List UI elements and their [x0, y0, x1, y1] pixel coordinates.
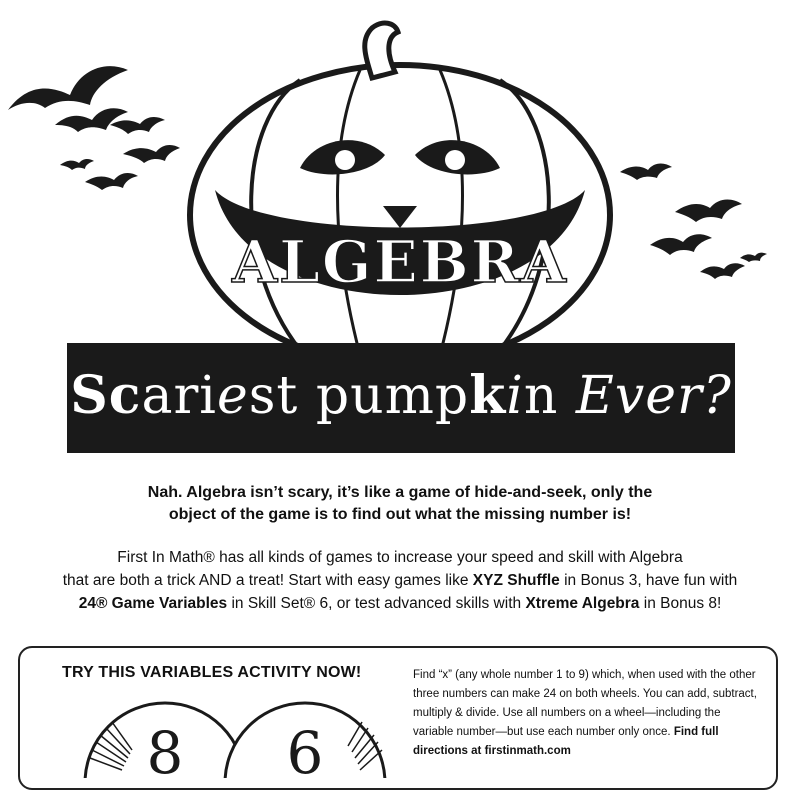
intro-line-1: Nah. Algebra isn’t scary, it’s like a game of hide-and-seek, only the: [147, 484, 653, 501]
activity-text: Find “x” (any whole number 1 to 9) which, when used with the other three numbers can make 24 on both wheels. You can add, subtract, multiply & divide. Use all numbers on a wheel—including the variable number—but use each number only once.: [413, 669, 757, 738]
body-line-3: [12, 592, 788, 615]
bat-icon: [740, 253, 767, 262]
pumpkin-stem: [365, 23, 398, 78]
pumpkin-mouth-text: ALGEBRA: [232, 228, 568, 296]
title-part: Ever?: [575, 366, 732, 426]
bat-icon: [60, 159, 94, 170]
title-part: i: [506, 366, 524, 426]
bat-icon: [620, 164, 672, 180]
game-name-xyz-shuffle: XYZ Shuffle: [472, 572, 560, 589]
wheel-number-right: 6: [286, 719, 324, 778]
activity-instructions: [413, 666, 758, 761]
bat-icon: [8, 66, 128, 110]
body-line-1: First In Math® has all kinds of games to increase your speed and skill with Algebra: [117, 549, 683, 566]
title-part: st: [248, 366, 299, 426]
title-banner: [67, 343, 735, 453]
wheel-left: [85, 703, 245, 778]
bat-icon: [700, 263, 745, 279]
body-text: that are both a trick AND a treat! Start with easy games like: [62, 572, 473, 589]
bat-icon: [110, 117, 165, 134]
pumpkin-pupil-left: [335, 150, 355, 170]
bat-icon: [650, 234, 712, 255]
bat-icon: [85, 173, 138, 190]
bats-right: [620, 164, 767, 279]
title-part: ari: [141, 366, 217, 426]
title-part: n: [523, 366, 559, 426]
bats-left: [8, 66, 180, 190]
body-paragraph: [12, 546, 788, 615]
game-name-xtreme-algebra: Xtreme Algebra: [525, 595, 640, 612]
activity-box: [18, 646, 778, 790]
banner-title: [67, 365, 735, 426]
bat-icon: [123, 145, 180, 163]
intro-line-2: object of the game is to find out what the missing number is!: [168, 506, 632, 523]
title-part: pump: [315, 366, 470, 426]
wheel-right: [225, 703, 385, 778]
game-name-24-variables: 24® Game Variables: [78, 595, 228, 612]
puzzle-wheels: [60, 688, 390, 778]
title-part: k: [469, 365, 507, 426]
body-text: in Skill Set® 6, or test advanced skills with: [227, 595, 526, 612]
title-part: e: [216, 366, 249, 426]
intro-text: [60, 482, 740, 526]
title-part: Sc: [70, 365, 142, 426]
activity-link-text: Find full directions at firstinmath.com: [413, 726, 719, 757]
bat-icon: [55, 108, 128, 132]
wheel-number-left: 8: [146, 719, 184, 778]
bat-icon: [675, 199, 742, 222]
body-text: in Bonus 3, have fun with: [559, 572, 738, 589]
body-line-2: [12, 569, 788, 592]
pumpkin: [190, 23, 610, 365]
activity-title: TRY THIS VARIABLES ACTIVITY NOW!: [62, 664, 362, 681]
pumpkin-pupil-right: [445, 150, 465, 170]
body-text: in Bonus 8!: [639, 595, 722, 612]
